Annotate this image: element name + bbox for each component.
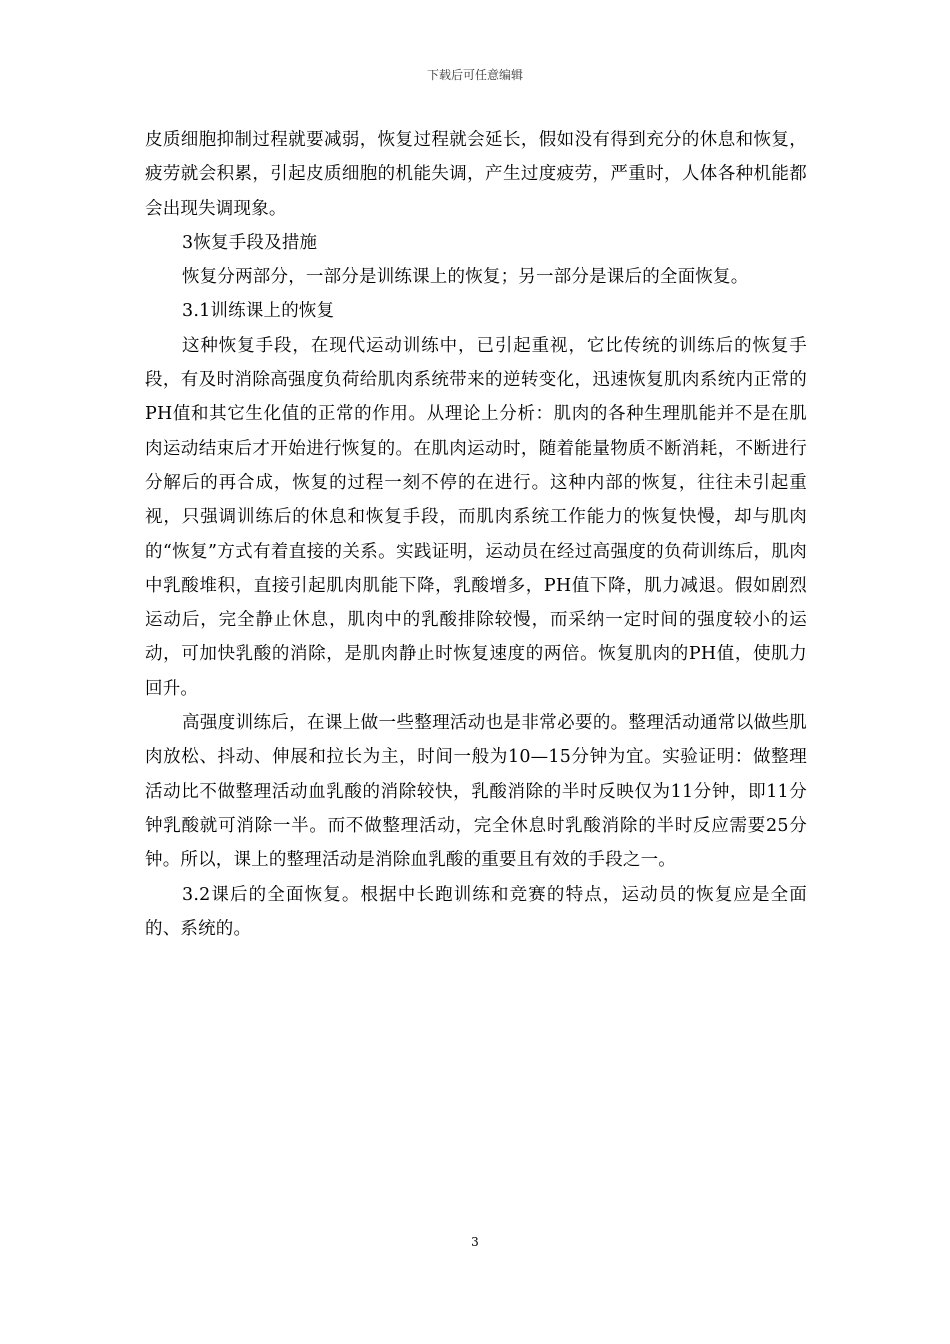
document-body (145, 123, 807, 946)
page-number: 3 (471, 1235, 479, 1249)
section-heading-3: 3恢复手段及措施 (182, 232, 318, 253)
paragraph-cooldown: 高强度训练后，在课上做一些整理活动也是非常必要的。整理活动通常以做些肌肉放松、抖动、伸展和拉长为主，时间一般为10—15分钟为宜。实验证明：做整理活动比不做整理活动血乳酸的消除较快，乳酸消除的半时反映仅为11分钟，即11分钟乳酸就可消除一半。而不做整理活动，完全休息时乳酸消除的半时反应需要25分钟。所以，课上的整理活动是消除血乳酸的重要且有效的手段之一。 (145, 713, 807, 871)
paragraph-training-recovery: 这种恢复手段，在现代运动训练中，已引起重视，它比传统的训练后的恢复手段，有及时消除高强度负荷给肌肉系统带来的逆转变化，迅速恢复肌肉系统内正常的PH值和其它生化值的正常的作用。从理论上分析：肌肉的各种生理肌能并不是在肌肉运动结束后才开始进行恢复的。在肌肉运动时，随着能量物质不断消耗，不断进行分解后的再合成，恢复的过程一刻不停的在进行。这种内部的恢复，往往未引起重视，只强调训练后的休息和恢复手段，而肌肉系统工作能力的恢复快慢，却与肌肉的“恢复”方式有着直接的关系。实践证明，运动员在经过高强度的负荷训练后，肌肉中乳酸堆积，直接引起肌肉肌能下降，乳酸增多，PH值下降，肌力减退。假如剧烈运动后，完全静止休息，肌肉中的乳酸排除较慢，而采纳一定时间的强度较小的运动，可加快乳酸的消除，是肌肉静止时恢复速度的两倍。恢复肌肉的PH值，使肌力回升。 (145, 335, 807, 699)
section-heading-3-1: 3.1训练课上的恢复 (182, 301, 335, 322)
page-header: 下载后可任意编辑 (426, 68, 523, 82)
paragraph-continued: 皮质细胞抑制过程就要减弱，恢复过程就会延长，假如没有得到充分的休息和恢复，疲劳就会积累，引起皮质细胞的机能失调，产生过度疲劳，严重时，人体各种机能都会出现失调现象。 (145, 130, 807, 219)
section-heading-3-2: 3.2课后的全面恢复。根据中长跑训练和竞赛的特点，运动员的恢复应是全面的、系统的。 (145, 884, 807, 939)
paragraph-recovery-parts: 恢复分两部分，一部分是训练课上的恢复；另一部分是课后的全面恢复。 (182, 267, 749, 288)
